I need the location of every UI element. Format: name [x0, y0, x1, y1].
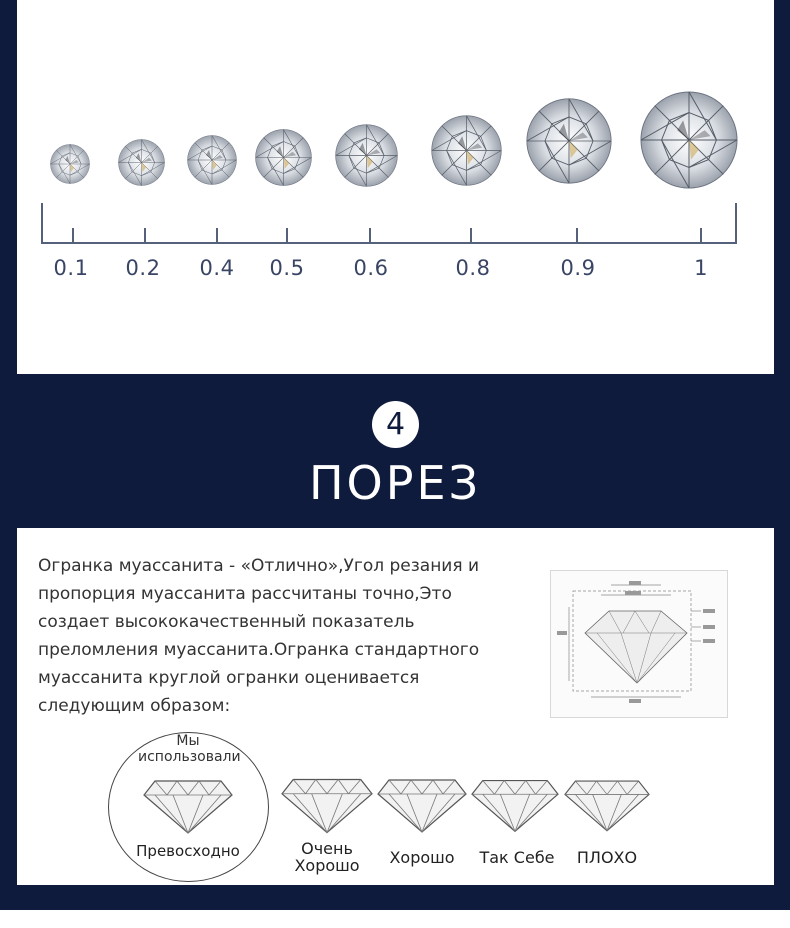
scale-label: 0.9 [560, 256, 596, 280]
diamond-icon [255, 129, 312, 186]
diamond-icon [431, 115, 502, 186]
diamond-icon [50, 144, 90, 184]
grade-label-poor: ПЛОХО [576, 848, 638, 867]
scale-label: 0.8 [455, 256, 491, 280]
diamond-icon [335, 124, 398, 187]
scale-tick [576, 228, 578, 243]
diamond-icon [187, 135, 237, 185]
scale-tick [144, 228, 146, 243]
diamond-profile-icon [281, 773, 373, 835]
scale-label: 0.5 [269, 256, 305, 280]
scale-label: 1 [694, 256, 708, 280]
grade-label-fair: Так Себе [479, 848, 555, 867]
diamond-icon [526, 98, 612, 184]
scale-tick [216, 228, 218, 243]
diamond-profile-icon [564, 773, 650, 835]
scale-tick [700, 228, 702, 243]
diamond-icon [118, 139, 165, 186]
size-scale-panel [17, 0, 774, 374]
scale-label: 0.1 [53, 256, 89, 280]
grade-label-excellent: Превосходно [136, 842, 240, 860]
section-title: ПОРЕЗ [308, 456, 482, 510]
diamond-profile-icon [143, 775, 233, 835]
scale-tick [72, 228, 74, 243]
step-number-badge: 4 [372, 401, 419, 448]
grade-label-good: Хорошо [389, 848, 455, 867]
scale-tick [470, 228, 472, 243]
cut-panel [17, 528, 774, 885]
diamond-profile-icon [377, 773, 467, 835]
grade-label-very-good: Очень Хорошо [294, 839, 360, 875]
scale-tick [369, 228, 371, 243]
diamond-icon [640, 91, 738, 189]
scale-left-end [41, 203, 43, 244]
scale-right-end [735, 203, 737, 244]
scale-tick [286, 228, 288, 243]
cut-description: Огранка муассанита - «Отлично»,Угол резания и пропорция муассанита рассчитаны точно,Это создает высококачественный показатель преломления муассанита.Огранка стандартного муассанита круглой огранки оценивается следующим образом: [38, 556, 480, 716]
scale-label: 0.6 [353, 256, 389, 280]
diamond-proportion-diagram-icon [550, 570, 728, 718]
scale-label: 0.2 [125, 256, 161, 280]
diamond-profile-icon [471, 773, 559, 835]
we-used-label: Мы использовали [138, 733, 241, 765]
scale-label: 0.4 [199, 256, 235, 280]
